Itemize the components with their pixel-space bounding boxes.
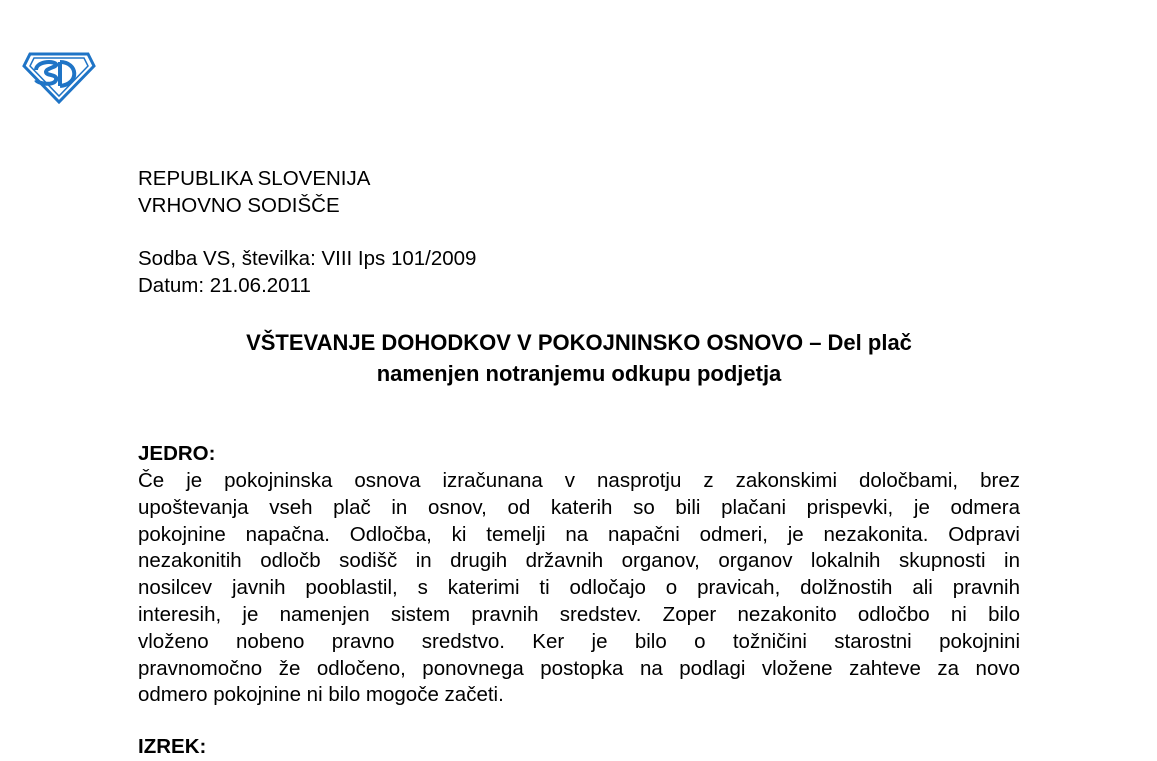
document-title (138, 327, 1020, 389)
paragraph-line: Če je pokojninska osnova izračunana v nasprotju z zakonskimi določbami, brez (138, 469, 1020, 492)
republic-name: REPUBLIKA SLOVENIJA (138, 167, 371, 190)
jedro-paragraph (138, 468, 1020, 709)
paragraph-line: pravnomočno že odločeno, ponovnega postopka na podlagi vložene zahteve za novo (138, 656, 1020, 680)
paragraph-line: nosilcev javnih pooblastil, s katerimi ti odločajo o pravicah, dolžnostih ali pravnih (138, 576, 1020, 600)
paragraph-line: nezakonitih odločb sodišč in drugih državnih organov, organov lokalnih skupnosti in (138, 549, 1020, 573)
case-number: Sodba VS, številka: VIII Ips 101/2009 (138, 247, 477, 270)
paragraph-line: vloženo nobeno pravno sredstvo. Ker je bilo o tožničini starostni pokojnini (138, 629, 1020, 653)
court-name: VRHOVNO SODIŠČE (138, 194, 340, 217)
decision-date: Datum: 21.06.2011 (138, 274, 311, 297)
paragraph-line: pokojnine napačna. Odločba, ki temelji na napačni odmeri, je nezakonita. Odpravi (138, 522, 1020, 546)
jedro-heading: JEDRO: (138, 442, 216, 465)
court-header (138, 165, 370, 219)
court-logo (22, 48, 96, 104)
paragraph-line: odmero pokojnine ni bilo mogoče začeti. (138, 683, 504, 707)
case-meta (138, 245, 476, 299)
shield-logo-icon (22, 48, 96, 104)
paragraph-line: interesih, je namenjen sistem pravnih sredstev. Zoper nezakonito odločbo ni bilo (138, 602, 1020, 626)
paragraph-line: upoštevanja vseh plač in osnov, od katerih so bili plačani prispevki, je odmera (138, 495, 1020, 519)
izrek-heading: IZREK: (138, 735, 207, 758)
title-line-2: namenjen notranjemu odkupu podjetja (376, 361, 782, 386)
title-line-1: VŠTEVANJE DOHODKOV V POKOJNINSKO OSNOVO – Del plač (246, 330, 912, 355)
